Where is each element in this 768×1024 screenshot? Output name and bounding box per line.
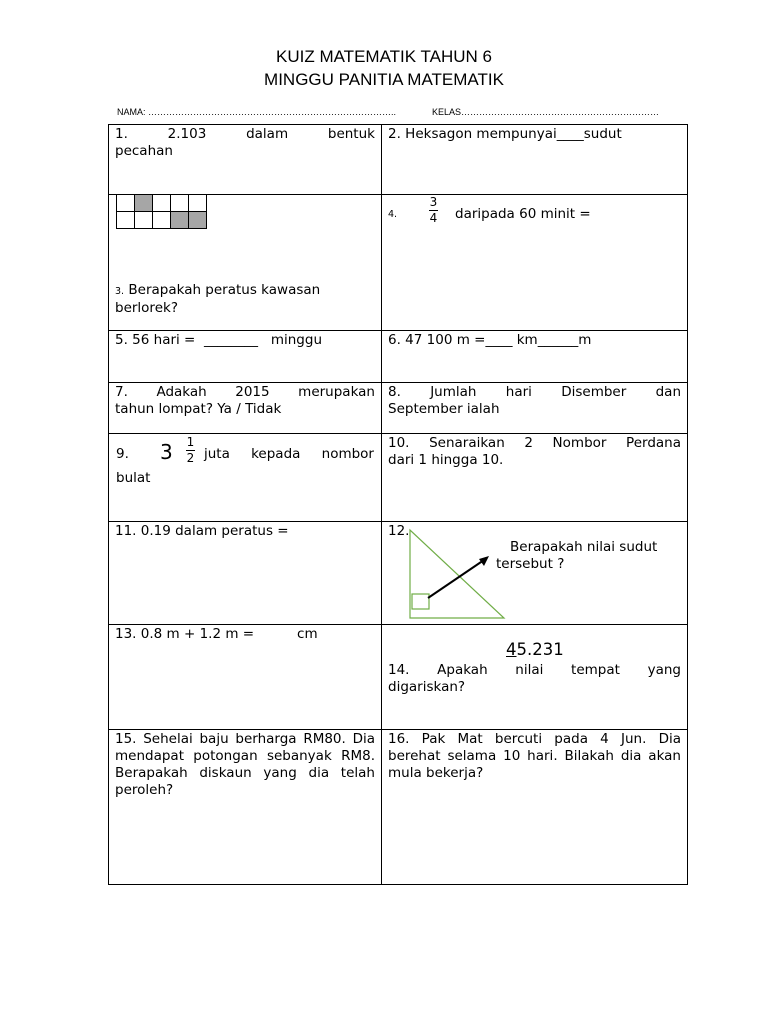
question-5-text: 5. 56 hari = ________ minggu bbox=[115, 332, 322, 348]
question-10-cell bbox=[381, 433, 688, 522]
question-15-text: 15. Sehelai baju berharga RM80. Dia mendapat potongan sebanyak RM8. Berapakah diskaun yang dia telah peroleh? bbox=[115, 731, 375, 798]
question-3-text: 3. Berapakah peratus kawasan berlorek? bbox=[115, 282, 321, 316]
question-10-line1: 10. Senaraikan 2 Nombor Perdana bbox=[388, 435, 681, 451]
question-1-line2: pecahan bbox=[115, 143, 173, 159]
question-12-line1: Berapakah nilai sudut bbox=[510, 539, 658, 555]
question-7-cell bbox=[108, 382, 382, 434]
question-6-text: 6. 47 100 m =____ km______m bbox=[388, 332, 592, 348]
question-7-line1: 7. Adakah 2015 merupakan bbox=[115, 384, 375, 400]
question-8-line2: September ialah bbox=[388, 401, 500, 417]
underlined-digit: 4 bbox=[506, 640, 517, 659]
class-field: KELAS………………………………………………………… bbox=[432, 107, 660, 117]
grid-square-shaded bbox=[170, 211, 189, 229]
grid-square bbox=[116, 211, 135, 229]
grid-square bbox=[134, 211, 153, 229]
question-14-line1: 14. Apakah nilai tempat yang bbox=[388, 662, 681, 678]
grid-square bbox=[152, 211, 171, 229]
pointer-arrow bbox=[428, 560, 484, 598]
question-9-line2: bulat bbox=[116, 470, 151, 486]
place-value-number: 45.231 bbox=[506, 640, 564, 659]
grid-square bbox=[188, 194, 207, 212]
question-6-cell bbox=[381, 330, 688, 383]
question-12-number: 12. bbox=[388, 523, 410, 539]
name-field: NAMA: ……………………………………………………………………….. bbox=[117, 107, 397, 117]
quiz-subtitle: MINGGU PANITIA MATEMATIK bbox=[264, 70, 504, 89]
question-8-cell bbox=[381, 382, 688, 434]
grid-square-shaded bbox=[188, 211, 207, 229]
question-8-line1: 8. Jumlah hari Disember dan bbox=[388, 384, 681, 400]
question-11-cell bbox=[108, 521, 382, 625]
mixed-number-whole: 3 bbox=[160, 440, 173, 464]
right-triangle-diagram bbox=[400, 524, 520, 624]
question-1-cell bbox=[108, 124, 382, 195]
grid-square-shaded bbox=[134, 194, 153, 212]
arrow-head-icon bbox=[479, 556, 489, 566]
question-16-cell bbox=[381, 729, 688, 885]
question-16-text: 16. Pak Mat bercuti pada 4 Jun. Dia berehat selama 10 hari. Bilakah dia akan mula bekerja? bbox=[388, 731, 681, 781]
grid-square bbox=[116, 194, 135, 212]
question-2-text: 2. Heksagon mempunyai____sudut bbox=[388, 126, 622, 142]
question-11-text: 11. 0.19 dalam peratus = bbox=[115, 523, 289, 539]
question-13-text: 13. 0.8 m + 1.2 m = cm bbox=[115, 626, 318, 642]
question-4-number: 4. bbox=[388, 209, 398, 220]
question-13-cell bbox=[108, 624, 382, 730]
grid-square bbox=[152, 194, 171, 212]
grid-square bbox=[170, 194, 189, 212]
question-5-cell bbox=[108, 330, 382, 383]
fraction-one-half: $\frac{1}{2}$ bbox=[186, 435, 195, 465]
question-2-cell bbox=[381, 124, 688, 195]
quiz-title: KUIZ MATEMATIK TAHUN 6 bbox=[276, 47, 492, 66]
question-7-line2: tahun lompat? Ya / Tidak bbox=[115, 401, 282, 417]
triangle-shape bbox=[410, 530, 504, 618]
question-9-text: juta kepada nombor bbox=[204, 446, 374, 462]
right-angle-marker bbox=[412, 594, 429, 609]
question-15-cell bbox=[108, 729, 382, 885]
question-1-line: 1. 2.103 dalam bentuk bbox=[115, 126, 375, 142]
question-10-line2: dari 1 hingga 10. bbox=[388, 452, 504, 468]
question-4-text: daripada 60 minit = bbox=[455, 206, 591, 222]
fraction-three-quarters: $\frac{3}{4}$ bbox=[429, 195, 438, 225]
question-14-line2: digariskan? bbox=[388, 679, 466, 695]
question-12-line2: tersebut ? bbox=[496, 556, 565, 572]
question-9-number: 9. bbox=[116, 446, 129, 462]
